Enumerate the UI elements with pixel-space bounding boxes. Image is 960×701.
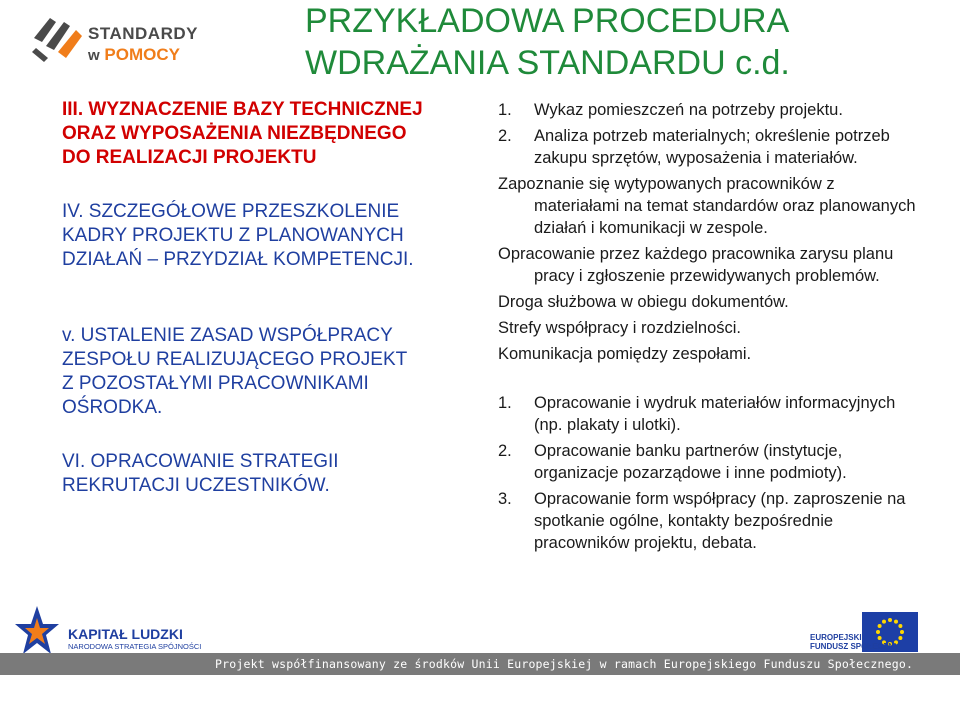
section-v-line: v. USTALENIE ZASAD WSPÓŁPRACY — [62, 325, 393, 346]
list-item-text: Analiza potrzeb materialnych; określenie potrzeb zakupu sprzętów, wyposażenia i materiałów. — [534, 127, 890, 167]
list-item-number: 1. — [498, 101, 512, 119]
paragraph: Droga służbowa w obiegu dokumentów. — [498, 293, 789, 311]
list-item-number: 2. — [498, 127, 512, 145]
section-iii — [62, 98, 482, 170]
section-v-line: ZESPOŁU REALIZUJĄCEGO PROJEKT — [62, 349, 408, 370]
list-item — [498, 488, 918, 554]
paragraph: Zapoznanie się wytypowanych pracowników z materiałami na temat standardów oraz planowanych działań i komunikacji w zespole. — [498, 175, 916, 237]
list-item-text: Opracowanie i wydruk materiałów informacyjnych (np. plakaty i ulotki). — [534, 394, 896, 434]
section-vi — [62, 450, 482, 498]
title-line-1: PRZYKŁADOWA PROCEDURA — [305, 2, 790, 40]
hands-logo-icon — [28, 8, 88, 68]
list-item — [498, 99, 918, 121]
kapital-ludzki-title: KAPITAŁ LUDZKI — [68, 626, 183, 642]
list-item-number: 2. — [498, 442, 512, 460]
section-v — [62, 324, 482, 420]
section-iv-line: IV. SZCZEGÓŁOWE PRZESZKOLENIE — [62, 201, 400, 222]
right-column — [498, 99, 918, 554]
kapital-ludzki-subtitle: NARODOWA STRATEGIA SPÓJNOŚCI — [68, 642, 202, 651]
list-item — [498, 440, 918, 484]
spacer — [498, 365, 918, 392]
section-iv-line: KADRY PROJEKTU Z PLANOWANYCH — [62, 225, 404, 246]
list-item-text: Opracowanie form współpracy (np. zaproszenie na spotkanie ogólne, kontakty bezpośrednie pracowników projektu, debata. — [534, 490, 906, 552]
section-iii-line: DO REALIZACJI PROJEKTU — [62, 147, 317, 168]
star-logo-icon — [14, 604, 60, 660]
section-vi-line: REKRUTACJI UCZESTNIKÓW. — [62, 475, 330, 496]
paragraph: Strefy współpracy i rozdzielności. — [498, 319, 742, 337]
list-item — [498, 392, 918, 436]
section-iii-line: ORAZ WYPOSAŻENIA NIEZBĘDNEGO — [62, 123, 407, 144]
title-line-2: WDRAŻANIA STANDARDU c.d. — [305, 44, 790, 82]
list-item-text: Opracowanie banku partnerów (instytucje, organizacje pozarządowe i inne podmioty). — [534, 442, 847, 482]
standardy-logo — [28, 8, 238, 70]
section-v-line: OŚRODKA. — [62, 397, 163, 418]
kapital-ludzki-logo — [14, 604, 60, 660]
cofinance-note: Projekt współfinansowany ze środków Unii Europejskiej w ramach Europejskiego Funduszu Społecznego. — [215, 657, 914, 671]
paragraph: Opracowanie przez każdego pracownika zarysu planu pracy i zgłoszenie przewidywanych problemów. — [498, 245, 894, 285]
list-item-number: 3. — [498, 490, 512, 508]
section-iii-line: III. WYZNACZENIE BAZY TECHNICZNEJ — [62, 99, 423, 120]
paragraph: Komunikacja pomiędzy zespołami. — [498, 345, 752, 363]
logo-text-standardy: STANDARDY — [88, 24, 198, 43]
left-column — [62, 98, 482, 536]
logo-text-w: w — [88, 47, 100, 64]
list-item-text: Wykaz pomieszczeń na potrzeby projektu. — [534, 101, 843, 119]
list-item — [498, 125, 918, 169]
logo-text-pomocy-word: POMOCY — [104, 45, 180, 64]
section-vi-line: VI. OPRACOWANIE STRATEGII — [62, 451, 339, 472]
section-v-line: Z POZOSTAŁYMI PRACOWNIKAMI — [62, 373, 369, 394]
eu-label-line2: FUNDUSZ SPOŁECZNY — [810, 642, 900, 651]
section-iv-line: DZIAŁAŃ – PRZYDZIAŁ KOMPETENCJI. — [62, 249, 414, 270]
eu-label-line1: EUROPEJSKI — [810, 633, 862, 642]
page-title — [305, 0, 790, 84]
section-iv — [62, 200, 482, 272]
list-item-number: 1. — [498, 394, 512, 412]
logo-text-pomocy — [88, 45, 180, 65]
